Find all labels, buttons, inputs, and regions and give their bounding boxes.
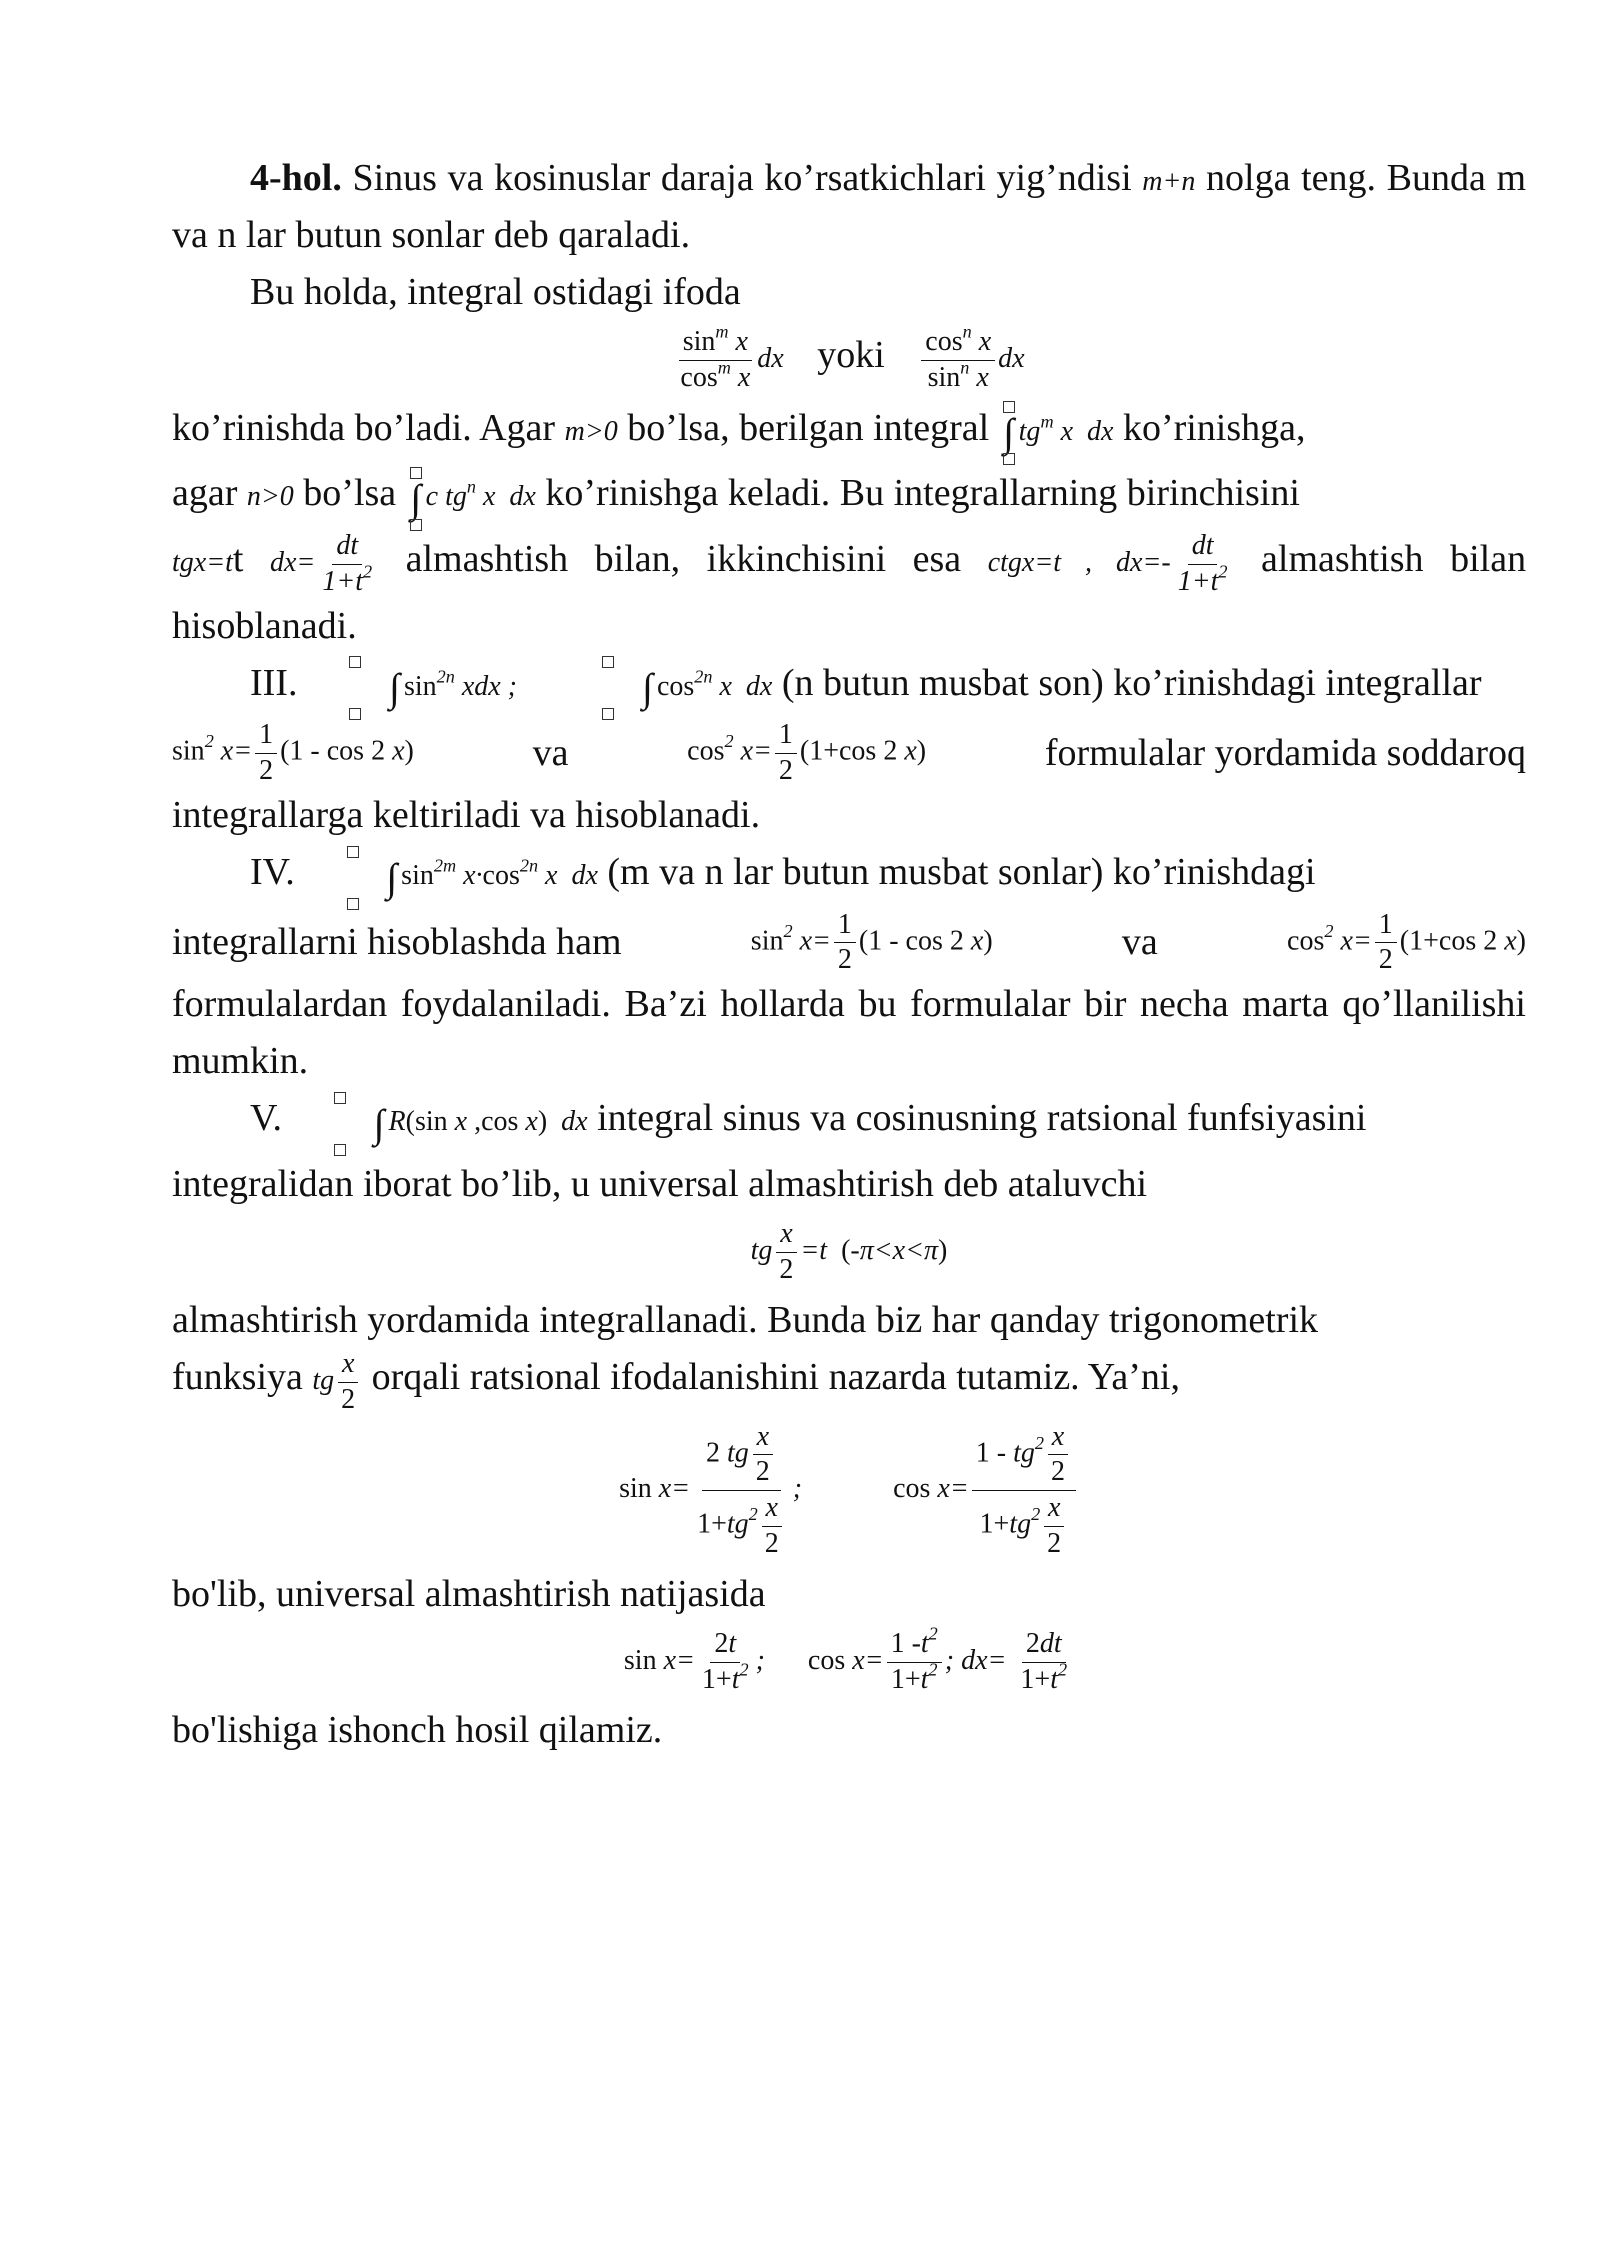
formula-sin-cos-tg: sin x= 2 tg $\frac{x}{2}$ $1+tg^2$ $\frac{x}{2}$ ; cos x= $1 - tg^2$ $\frac{x}{2}$ $1+tg^2$ $\frac{x}{2}$	[172, 1422, 1526, 1560]
paragraph-tg: ko’rinishda bo’ladi. Agar m>0 bo’lsa, berilgan integral ∫ $tg^m$ x dx ko’rinishga,	[172, 400, 1526, 466]
paragraph-IV-end: formulalardan foydalaniladi. Ba’zi hollarda bu formulalar bir necha marta qo’llanilishi mumkin.	[172, 983, 1526, 1083]
formula-halfangle-1: $\sin^2 x=$ $\frac{1}{2}$ (1 - cos 2 x) va $\cos^2 x=$ $\frac{1}{2}$ (1+cos 2 x) formulalar yordamida soddaroq	[172, 719, 1526, 787]
paragraph-result: bo'lib, universal almashtirish natijasida	[172, 1572, 766, 1615]
paragraph-V: V. ∫ R(sin x ,cos x) dx integral sinus va cosinusning ratsional funfsiyasini	[172, 1090, 1526, 1156]
paragraph-substitution: tgx=tt dx= $\frac{dt}{1+t^2}$ almashtish bilan, ikkinchisini esa ctgx=t , dx=- $\frac{dt}{1+t^2}$ almashtish bilan hisoblanadi.	[172, 530, 1527, 647]
document-page	[172, 150, 1526, 1759]
case-title: 4-hol.	[250, 157, 342, 199]
formula-ratio: $\frac{\sin^m x}{\cos^m x}$ dx yoki $\frac{\cos^n x}{\sin^n x}$ dx	[680, 321, 1025, 394]
paragraph-ctg: agar n>0 bo’lsa ∫ c $tg^n$ x dx ko’rinishga keladi. Bu integrallarning birinchisini	[172, 465, 1526, 531]
paragraph-universal: almashtirish yordamida integrallanadi. Bunda biz har qanday trigonometrik	[172, 1298, 1319, 1341]
formula-result: sin x= $\frac{2t}{1+t^2}$ ; cos x= $\frac{1 -t^2}{1+t^2}$ ; dx= $\frac{2dt}{1+t^2}$	[623, 1623, 1068, 1695]
formula-universal: tg $\frac{x}{2}$ =t (-π<x<π)	[750, 1218, 948, 1285]
paragraph-intro: Bu holda, integral ostidagi ifoda	[250, 271, 741, 313]
paragraph-final: bo'lishiga ishonch hosil qilamiz.	[172, 1708, 663, 1751]
paragraph-tg-half: funksiya tg $\frac{x}{2}$ orqali ratsional ifodalanishini nazarda tutamiz. Ya’ni,	[172, 1347, 1180, 1415]
paragraph-III-end: integrallarga keltiriladi va hisoblanadi.	[172, 794, 761, 837]
paragraph-case4: 4-hol. Sinus va kosinuslar daraja ko’rsatkichlari yig’ndisi m+n nolga teng. Bunda m va n lar butun sonlar deb qaraladi.	[172, 157, 1527, 256]
formula-halfangle-2: integrallarni hisoblashda ham $\sin^2 x=$ $\frac{1}{2}$ (1 - cos 2 x) va $\cos^2 x=$ $\frac{1}{2}$ (1+cos 2 x)	[172, 908, 1526, 976]
paragraph-III: III. ∫ $\sin^{2n}$ xdx ; ∫ $\cos^{2n} x$ dx (n butun musbat son) ko’rinishdagi integrallar	[172, 655, 1526, 721]
paragraph-V-cont: integralidan iborat bo’lib, u universal almashtirish deb ataluvchi	[172, 1162, 1148, 1205]
paragraph-IV: IV. ∫ $\sin^{2m} x\cdot\cos^{2n}$ x dx (m va n lar butun musbat sonlar) ko’rinishdagi	[172, 844, 1526, 910]
